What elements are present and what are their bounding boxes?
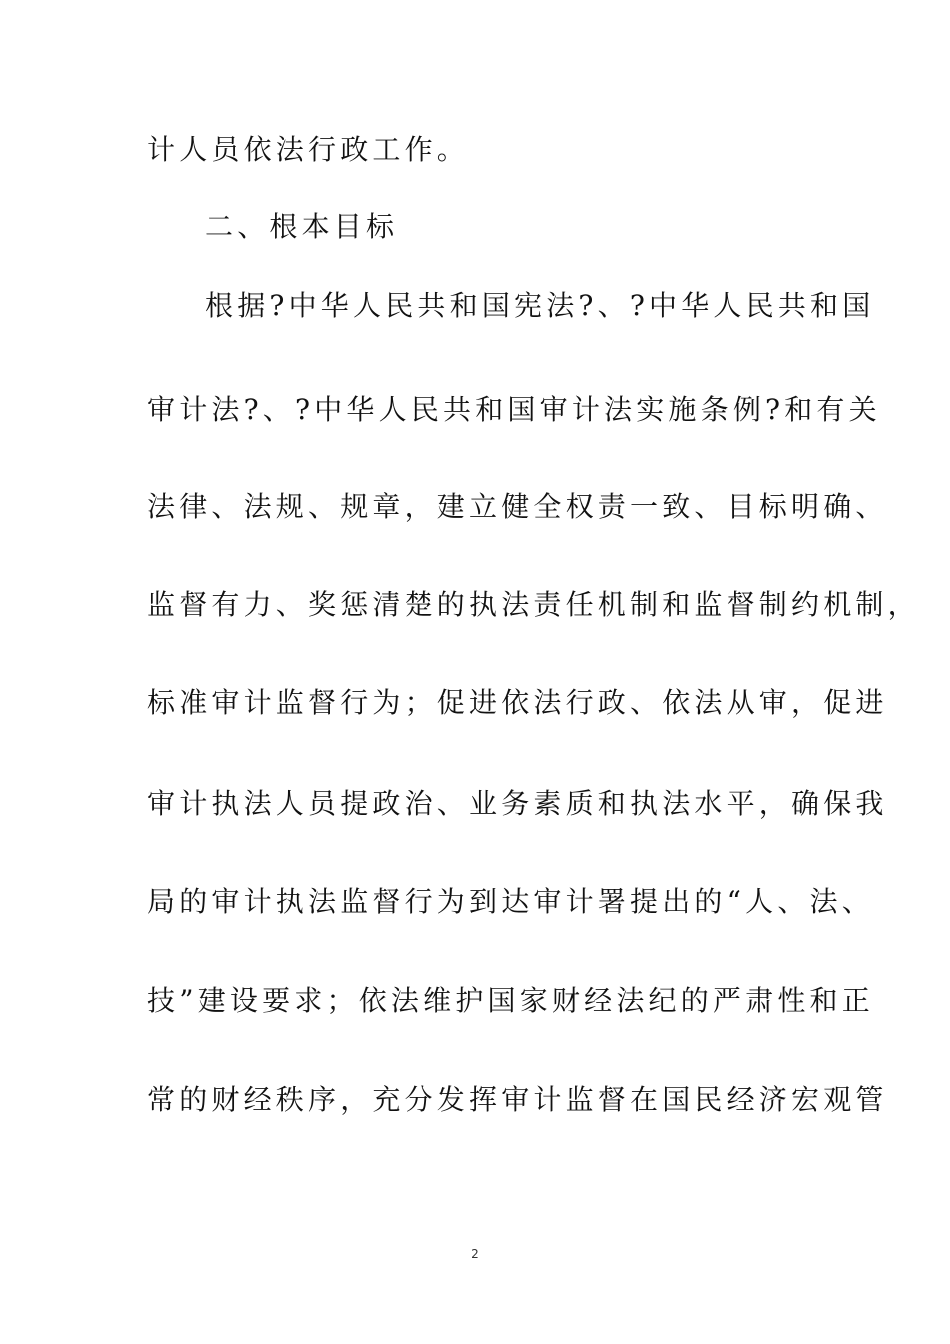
paragraph-line: 审计执法人员提政治、业务素质和执法水平，确保我 — [147, 787, 888, 820]
paragraph-line: 监督有力、奖惩清楚的执法责任机制和监督制约机制， — [147, 588, 920, 621]
paragraph-line: 局的审计执法监督行为到达审计署提出的“人、法、 — [147, 885, 874, 918]
paragraph-line: 审计法?、?中华人民共和国审计法实施条例?和有关 — [147, 393, 881, 426]
paragraph-line: 常的财经秩序，充分发挥审计监督在国民经济宏观管 — [147, 1083, 888, 1116]
page-number: 2 — [471, 1247, 479, 1261]
paragraph-line: 计人员依法行政工作。 — [147, 133, 470, 166]
section-heading: 二、根本目标 — [205, 210, 399, 243]
paragraph-line: 标准审计监督行为；促进依法行政、依法从审，促进 — [147, 686, 888, 719]
paragraph-line: 技”建设要求；依法维护国家财经法纪的严肃性和正 — [147, 984, 874, 1017]
paragraph-line: 法律、法规、规章，建立健全权责一致、目标明确、 — [147, 490, 888, 523]
paragraph-line: 根据?中华人民共和国宪法?、?中华人民共和国 — [205, 289, 875, 322]
